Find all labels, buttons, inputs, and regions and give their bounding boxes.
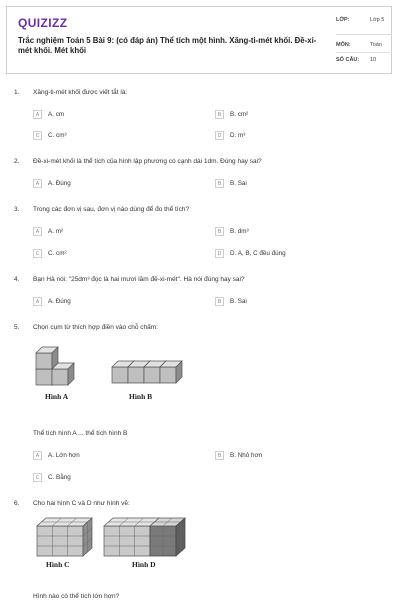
count-value: 10	[370, 57, 377, 63]
option-text: C. cm³	[48, 132, 67, 139]
question-text: Bạn Hà nói: "25dm³ đọc là hai mươi lăm đề-xi-mét". Hà nói đúng hay sai?	[33, 276, 245, 283]
answer-option[interactable]	[33, 130, 67, 141]
answer-option[interactable]	[215, 178, 247, 189]
answer-option[interactable]	[33, 226, 63, 237]
option-key-box: B	[215, 451, 224, 460]
count-label: SỐ CÂU:	[336, 57, 360, 63]
question-text: Chọn cụm từ thích hợp điền vào chỗ chấm:	[33, 324, 158, 331]
answer-option[interactable]	[215, 248, 286, 259]
meta-divider	[336, 52, 392, 53]
figure-c-cubes	[36, 517, 96, 557]
option-text: B. Nhỏ hơn	[230, 452, 263, 459]
option-text: D. A, B, C đều đúng	[230, 250, 286, 257]
option-text: A. cm	[48, 111, 65, 118]
question-text: Xăng-ti-mét khối được viết tắt là:	[33, 89, 128, 96]
question-number: 4.	[14, 276, 20, 283]
answer-option[interactable]	[215, 450, 262, 461]
figure-label: Hình C	[46, 560, 70, 569]
question-number: 2.	[14, 158, 20, 165]
option-text: B. Sai	[230, 180, 247, 187]
option-key-box: A	[33, 227, 42, 236]
answer-option[interactable]	[33, 450, 80, 461]
answer-option[interactable]	[215, 109, 248, 120]
option-key-box: C	[33, 249, 42, 258]
answer-option[interactable]	[33, 248, 67, 259]
figure-label: Hình B	[129, 392, 153, 401]
figure-a-cubes	[34, 344, 84, 386]
figure-b-cubes	[111, 356, 183, 386]
answer-option[interactable]	[33, 178, 71, 189]
question-subtext: Thể tích hình A ... thể tích hình B	[33, 430, 128, 437]
option-key-box: B	[215, 227, 224, 236]
question-text: Cho hai hình C và D như hình vẽ:	[33, 500, 130, 507]
option-key-box: C	[33, 473, 42, 482]
question-subtext: Hình nào có thể tích lớn hơn?	[33, 593, 120, 600]
answer-option[interactable]	[33, 109, 64, 120]
option-text: B. cm²	[230, 111, 249, 118]
meta-divider	[336, 34, 392, 35]
answer-option[interactable]	[33, 472, 71, 483]
figure-label: Hình A	[45, 392, 69, 401]
option-text: B. dm³	[230, 228, 249, 235]
option-key-box: B	[215, 179, 224, 188]
figure-d-cubes	[103, 517, 187, 557]
option-text: D. m³	[230, 132, 246, 139]
question-number: 1.	[14, 89, 20, 96]
question-number: 5.	[14, 324, 20, 331]
question-number: 3.	[14, 206, 20, 213]
question-text: Trong các đơn vị sau, đơn vị nào dùng để đo thể tích?	[33, 206, 190, 213]
option-key-box: A	[33, 179, 42, 188]
option-key-box: D	[215, 131, 224, 140]
option-text: A. m²	[48, 228, 64, 235]
answer-option[interactable]	[215, 226, 249, 237]
option-key-box: A	[33, 451, 42, 460]
option-text: C. Bằng	[48, 474, 71, 481]
worksheet-header	[6, 6, 392, 74]
grade-value: Lớp 5	[370, 17, 385, 23]
subject-label: MÔN:	[336, 42, 351, 48]
option-key-box: A	[33, 297, 42, 306]
grade-label: LỚP:	[336, 17, 350, 23]
option-text: A. Lớn hơn	[48, 452, 80, 459]
page-title: Trắc nghiệm Toán 5 Bài 9: (có đáp án) Thể tích một hình. Xăng-ti-mét khối. Đề-xi-mét khối. Mét khối	[18, 36, 317, 55]
option-key-box: B	[215, 297, 224, 306]
option-key-box: C	[33, 131, 42, 140]
subject-value: Toán	[370, 42, 382, 48]
option-text: B. Sai	[230, 298, 247, 305]
quizizz-logo: QUIZIZZ	[18, 16, 68, 30]
option-key-box: B	[215, 110, 224, 119]
question-number: 6.	[14, 500, 20, 507]
option-key-box: D	[215, 249, 224, 258]
answer-option[interactable]	[215, 296, 247, 307]
option-text: C. cm²	[48, 250, 67, 257]
figure-label: Hình D	[132, 560, 156, 569]
answer-option[interactable]	[33, 296, 71, 307]
option-key-box: A	[33, 110, 42, 119]
question-text: Đề-xi-mét khối là thể tích của hình lập phương có cạnh dài 1dm. Đúng hay sai?	[33, 158, 262, 165]
option-text: A. Đúng	[48, 298, 71, 305]
answer-option[interactable]	[215, 130, 245, 141]
option-text: A. Đúng	[48, 180, 71, 187]
